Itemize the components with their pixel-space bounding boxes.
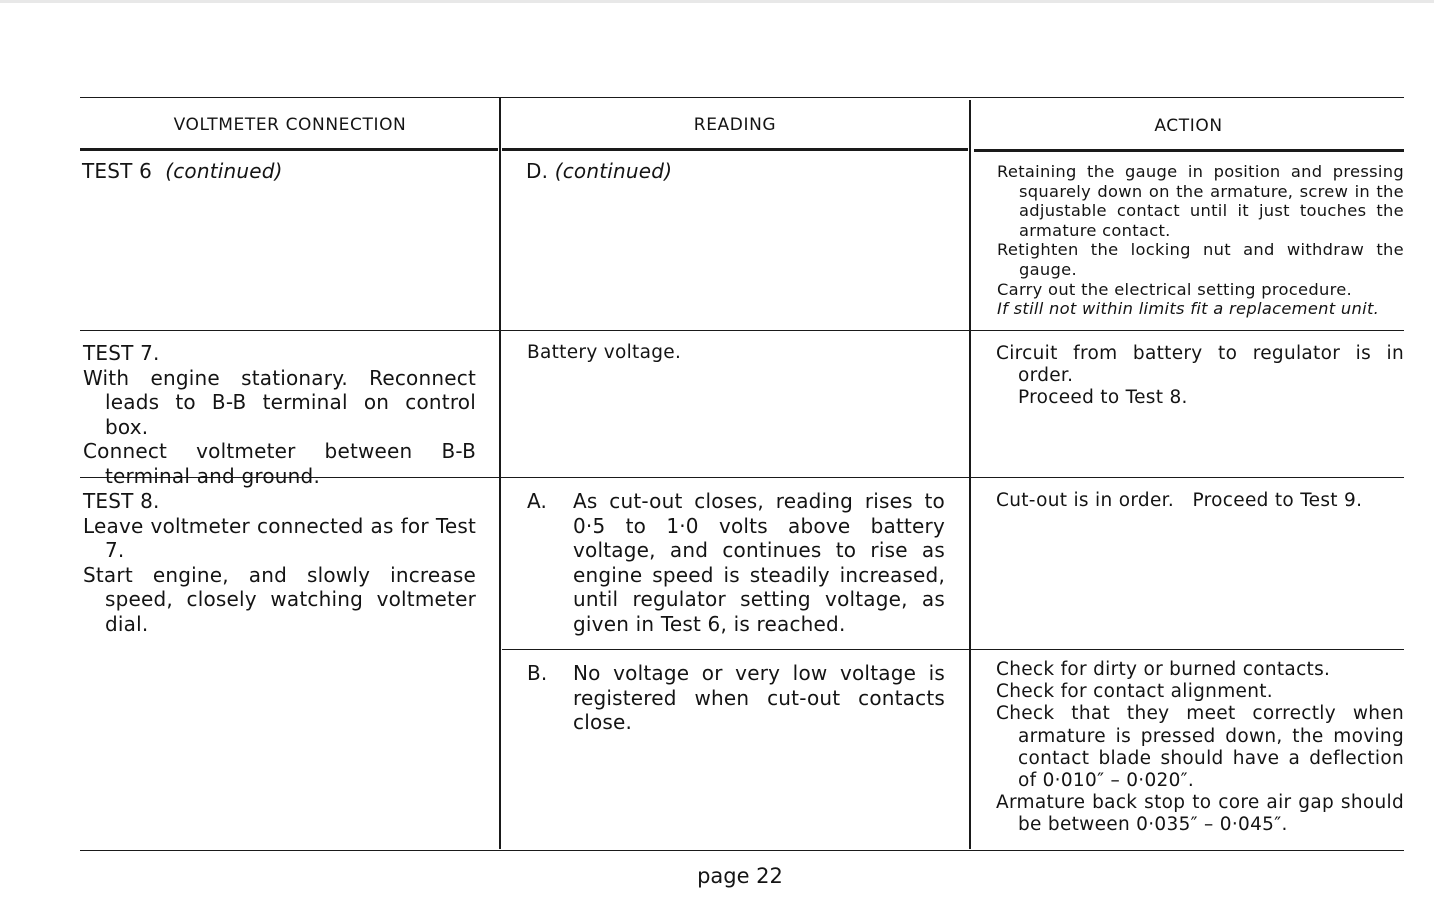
test7-connection-line: With engine stationary. Reconnect leads to B-B terminal on control box. [83, 365, 476, 439]
test8-action-item: Cut-out is in order. Proceed to Test 9. [996, 490, 1363, 511]
reading-text: As cut-out closes, reading rises to 0·5 to 1·0 volts above battery voltage, and continues to rise as engine speed is steadily increased, until regulator setting voltage, as given in Test 6, is reached. [573, 489, 945, 636]
test6-continued-note: (continued) [165, 159, 283, 183]
test6-action-item: Carry out the electrical setting procedure. [997, 279, 1353, 299]
page-number: page 22 [697, 864, 783, 888]
header-reading: READING [693, 115, 777, 135]
test8-action-item: Check that they meet correctly when armature is pressed down, the moving contact blade should have a deflection of 0·010″ – 0·020″. [996, 703, 1404, 792]
test6-action-item: Retaining the gauge in position and pressing squarely down on the armature, screw in the adjustable contact until it just touches the armature contact. [997, 162, 1404, 240]
header-bottom-rule [974, 149, 1404, 152]
header-action: ACTION [1154, 116, 1223, 136]
test8-action-a [996, 490, 1404, 512]
test7-reading [527, 342, 947, 364]
test7-connection [83, 341, 476, 489]
test6-connection [82, 159, 482, 184]
test7-action [996, 343, 1404, 410]
header-bottom-rule [502, 148, 968, 151]
test6-reading [526, 159, 946, 184]
table-bottom-rule [80, 850, 1404, 851]
page-edge [0, 0, 1434, 3]
reading-letter: A. [527, 489, 548, 513]
test8-title: TEST 8. [83, 489, 160, 513]
test7-action-item: Circuit from battery to regulator is in order. [996, 343, 1404, 387]
reading-letter: B. [527, 661, 548, 685]
test8-action-item: Check for dirty or burned contacts. [996, 659, 1331, 680]
column-divider [499, 97, 501, 849]
test8-reading-b [527, 661, 945, 735]
test8-action-item: Armature back stop to core air gap should be between 0·035″ – 0·045″. [996, 792, 1404, 836]
test6-action [997, 162, 1404, 319]
test6-action-italic: If still not within limits fit a replacement unit. [997, 299, 1380, 319]
test8-reading-a [527, 489, 945, 637]
header-voltmeter-connection: VOLTMETER CONNECTION [173, 115, 407, 135]
reading-text: No voltage or very low voltage is registered when cut-out contacts close. [573, 661, 945, 735]
test8-connection [83, 489, 476, 637]
test8-action-b [996, 659, 1404, 837]
table-top-rule [80, 97, 1404, 98]
test7-connection-line: Connect voltmeter between B-B terminal and ground. [83, 439, 476, 488]
test7-action-followup: Proceed to Test 8. [1018, 387, 1188, 409]
test8-action-item: Check for contact alignment. [996, 681, 1273, 703]
test7-reading-text: Battery voltage. [527, 342, 682, 363]
sub-row-divider [502, 649, 1404, 650]
header-bottom-rule [80, 148, 498, 151]
test6-reading-note: (continued) [554, 159, 673, 183]
test7-title: TEST 7. [83, 341, 160, 365]
test6-title: TEST 6 [82, 159, 153, 183]
test6-reading-letter: D. [526, 159, 549, 183]
test8-connection-line: Leave voltmeter connected as for Test 7. [83, 513, 476, 563]
test6-action-item: Retighten the locking nut and withdraw the gauge. [997, 240, 1404, 279]
test8-connection-line: Start engine, and slowly increase speed, closely watching voltmeter dial. [83, 562, 476, 636]
row-divider [80, 330, 1404, 331]
column-divider [969, 100, 971, 849]
